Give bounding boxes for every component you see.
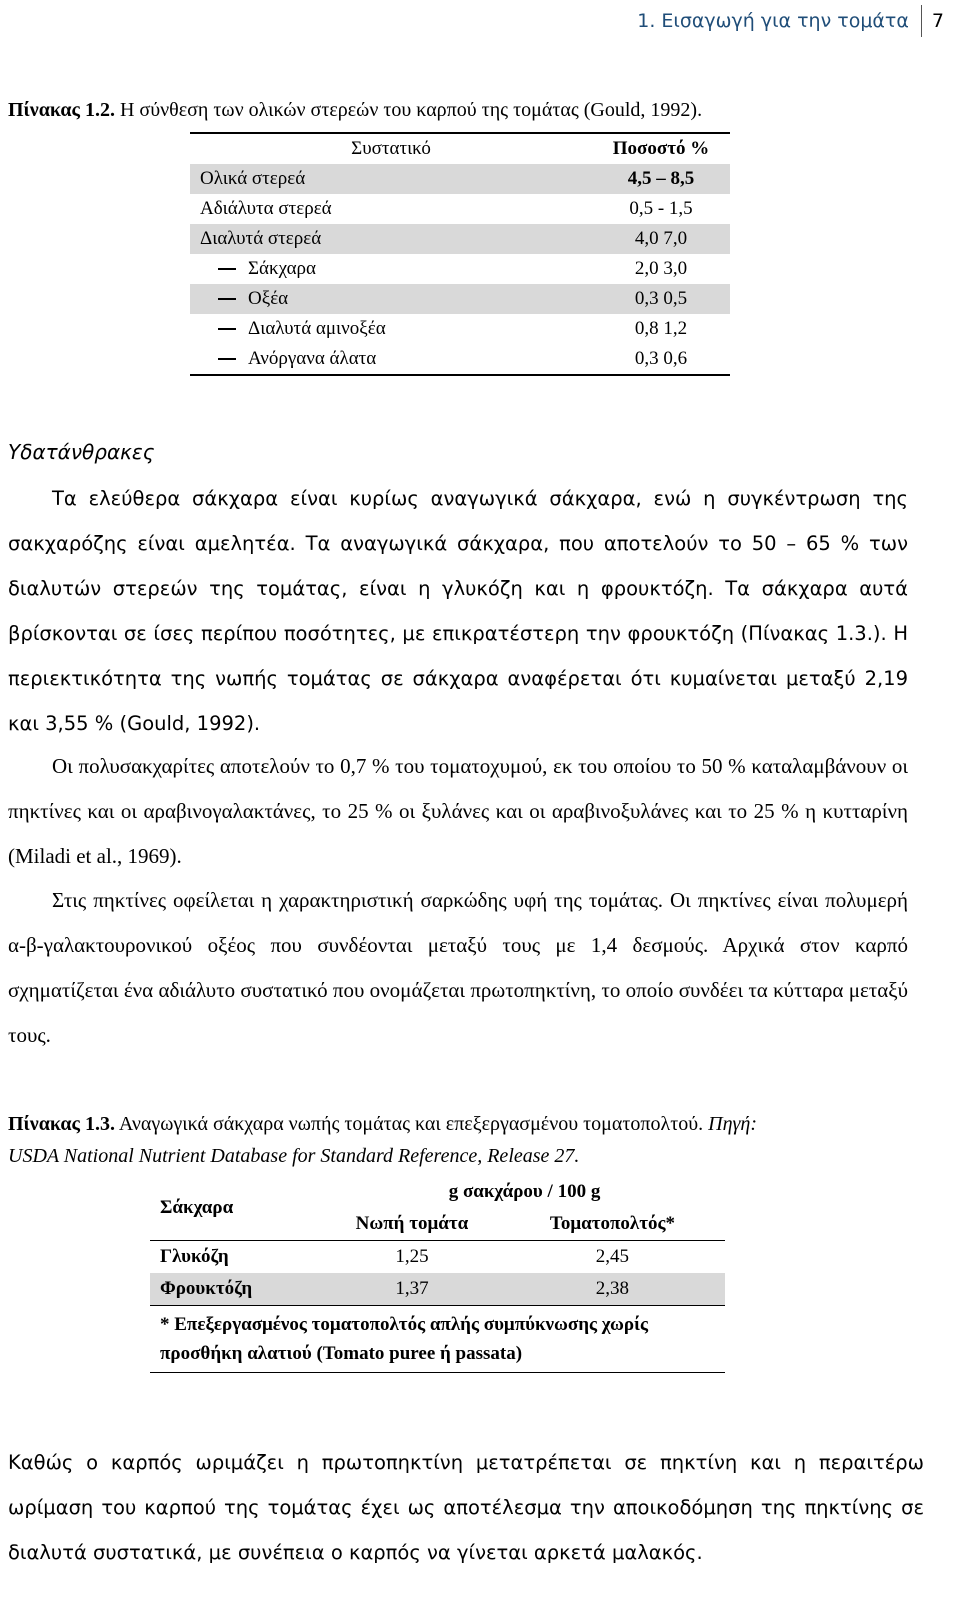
row-name: Διαλυτά αμινοξέα [190,314,592,344]
row-value-fresh: 1,37 [324,1273,500,1306]
chapter-title: 1. Εισαγωγή για την τομάτα [637,5,922,37]
table-row [190,194,730,224]
row-name: Οξέα [190,284,592,314]
row-value: 0,5 - 1,5 [629,198,693,219]
table-row [150,1273,725,1306]
row-name: Ανόργανα άλατα [190,344,592,375]
table2-source-label: Πηγή: [708,1113,757,1135]
table-row [190,284,730,314]
row-value: 0,3 0,6 [634,348,688,369]
table1-caption-text: Η σύνθεση των ολικών στερεών του καρπού της τομάτας (Gould, 1992). [114,99,703,121]
row-name: Διαλυτά στερεά [200,228,322,249]
table2-caption [8,1108,908,1172]
row-name: Φρουκτόζη [150,1273,324,1306]
row-name: Αδιάλυτα στερεά [200,198,332,219]
paragraph-polysaccharides: Οι πολυσακχαρίτες αποτελούν το 0,7 % του τοματοχυμού, εκ του οποίου το 50 % καταλαμβάνουν οι πηκτίνες και οι αραβινογαλακτάνες, το 25 % οι ξυλάνες και οι αραβινοξυλάνες και το 25 % η κυτταρίνη (Miladi et al., 1969). [8,754,908,868]
sugars-table [150,1176,725,1373]
row-value: 2,0 3,0 [634,258,688,279]
table-note-row [150,1306,725,1373]
row-name: Ολικά στερεά [200,168,306,189]
group-header: g σακχάρου / 100 g [448,1181,601,1202]
table-note: * Επεξεργασμένος τοματοπολτός απλής συμπύκνωσης χωρίς προσθήκη αλατιού (Tomato puree ή passata) [150,1306,725,1373]
column-header-fresh: Νωπή τομάτα [355,1213,469,1234]
row-value-paste: 2,38 [500,1273,725,1306]
table-row [150,1241,725,1274]
composition-table [190,132,730,376]
row-name: Σάκχαρα [190,254,592,284]
section-title: Υδατάνθρακες [8,440,155,464]
paragraph-sugars: Τα ελεύθερα σάκχαρα είναι κυρίως αναγωγικά σάκχαρα, ενώ η συγκέντρωση της σακχαρόζης είναι αμελητέα. Τα αναγωγικά σάκχαρα, που αποτελούν το 50 – 65 % των διαλυτών στερεών της τομάτας, είναι η γλυκόζη και η φρουκτόζη. Τα σάκχαρα αυτά βρίσκονται σε ίσες περίπου ποσότητες, με επικρατέστερη την φρουκτόζη (Πίνακας 1.3.). Η περιεκτικότητα της νωπής τομάτας σε σάκχαρα αναφέρεται ότι κυμαίνεται μεταξύ 2,19 και 3,55 % (Gould, 1992). [8,487,908,735]
table-header-row [190,133,730,164]
table-row [190,254,730,284]
page-header [637,4,944,38]
row-name: Γλυκόζη [150,1241,324,1274]
row-value: 0,8 1,2 [634,318,688,339]
table-header-row [150,1176,725,1208]
paragraph-pectins: Στις πηκτίνες οφείλεται η χαρακτηριστική σαρκώδης υφή της τομάτας. Οι πηκτίνες είναι πολυμερή α-β-γαλακτουρονικού οξέος που συνδέονται μεταξύ τους με 1,4 δεσμούς. Αρχικά στον καρπό σχηματίζεται ένα αδιάλυτο συστατικό που ονομάζεται πρωτοπηκτίνη, το οποίο συνδέει τα κύτταρα μεταξύ τους. [8,888,908,1047]
row-value: 4,0 7,0 [634,228,688,249]
row-value-paste: 2,45 [500,1241,725,1274]
page-number: 7 [931,10,944,32]
table-row [190,314,730,344]
paragraph-ripening: Καθώς ο καρπός ωριμάζει η πρωτοπηκτίνη μετατρέπεται σε πηκτίνη και η περαιτέρω ωρίμαση του καρπού της τομάτας έχει ως αποτέλεσμα την αποικοδόμηση της πηκτίνης σε διαλυτά συστατικά, με συνέπεια ο καρπός να γίνεται αρκετά μαλακός. [8,1451,924,1564]
column-header-paste: Τοματοπολτός* [549,1213,675,1234]
table-row [190,164,730,194]
row-value: 0,3 0,5 [634,288,688,309]
row-value: 4,5 – 8,5 [627,168,695,189]
table2-caption-label: Πίνακας 1.3. [8,1113,115,1135]
table-row [190,224,730,254]
row-header-sugars: Σάκχαρα [160,1197,234,1218]
column-header-percent: Ποσοστό % [612,138,710,159]
table2-caption-text: Αναγωγικά σάκχαρα νωπής τομάτας και επεξεργασμένου τοματοπολτού. [114,1113,709,1135]
table1-caption-label: Πίνακας 1.2. [8,99,115,121]
table-row [190,344,730,375]
table2-source: USDA National Nutrient Database for Standard Reference, Release 27. [8,1145,580,1167]
row-value-fresh: 1,25 [324,1241,500,1274]
table1-caption [8,96,702,124]
column-header-component: Συστατικό [351,138,431,159]
